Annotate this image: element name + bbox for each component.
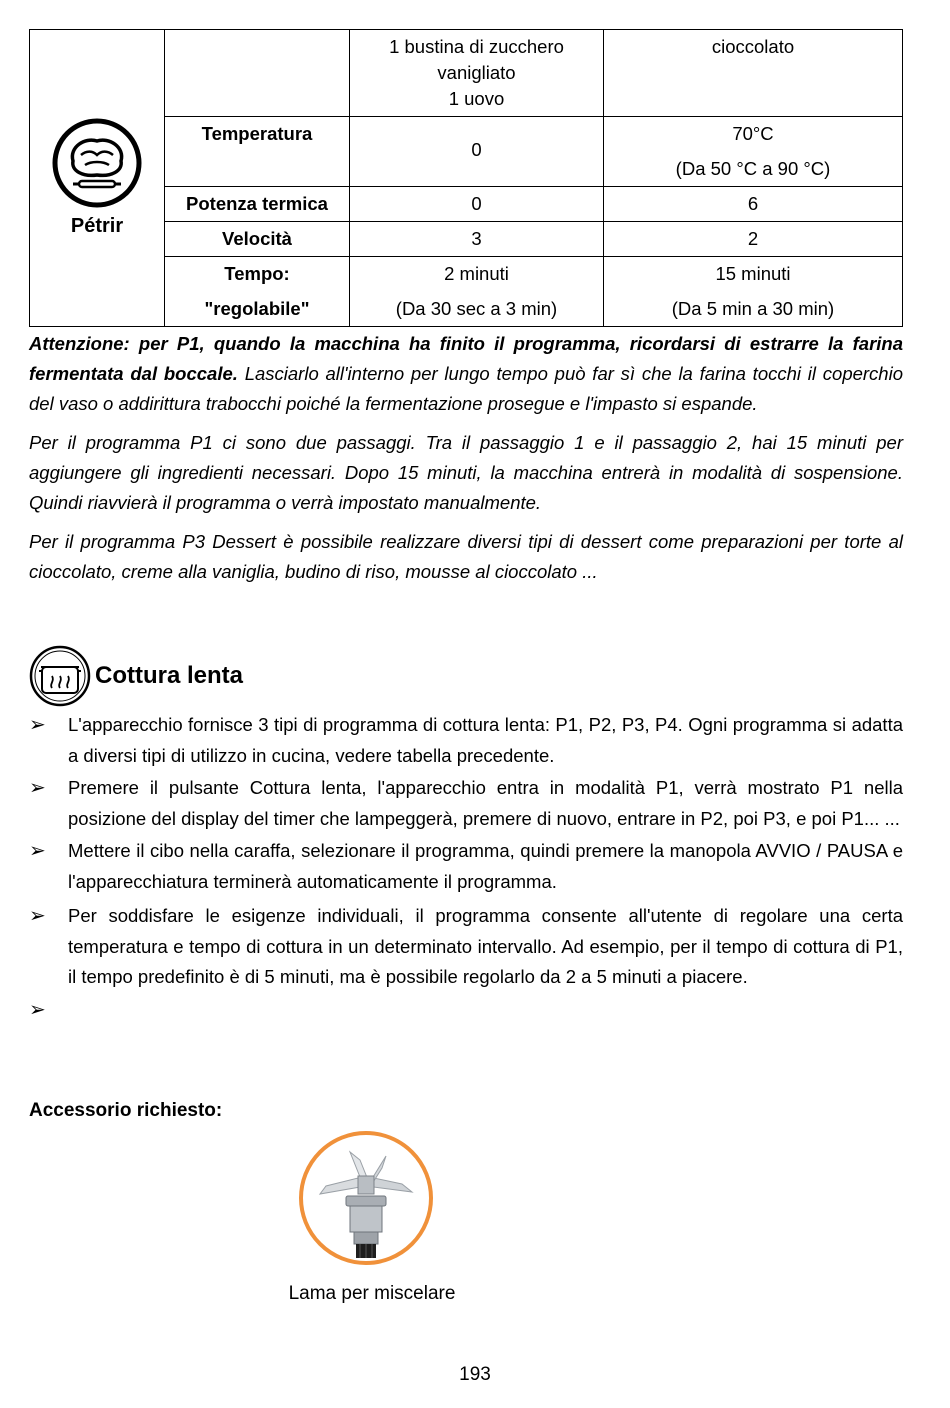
power-col2 [604, 187, 903, 222]
kneading-bread-icon [51, 117, 143, 209]
cell-text: (Da 50 °C a 90 °C) [675, 158, 831, 179]
arrow-bullet-icon: ➢ [29, 777, 46, 799]
page-number: 193 [459, 1364, 491, 1385]
list-item [29, 773, 903, 834]
program-icon-cell [30, 30, 165, 327]
cell-text: 70°C [732, 123, 774, 144]
row-label-temperature: Temperatura [165, 117, 350, 187]
list-item-text: Per soddisfare le esigenze individuali, il programma consente all'utente di regolare una certa temperatura e tempo di cottura in un determinato intervallo. Ad esempio, per il tempo di cottura di P1, il tempo predefinito è di 5 minuti, ma è possibile regolarlo da 2 a 5 minuti a piacere. [68, 905, 903, 987]
cell-text: (Da 5 min a 30 min) [671, 298, 835, 319]
ingredients-col1 [350, 30, 604, 117]
cell-text: 0 [471, 139, 482, 160]
speed-col1 [350, 222, 604, 257]
list-item [29, 710, 903, 771]
instructions-list [29, 710, 903, 1027]
list-item-text: Premere il pulsante Cottura lenta, l'apparecchio entra in modalità P1, verrà mostrato P1 nella posizione del display del timer che lampeggerà, premere di nuovo, entrare in P2, poi P3, e poi P1... ... [68, 777, 903, 829]
arrow-bullet-icon: ➢ [29, 840, 46, 862]
cell-text: 1 bustina di zucchero [389, 36, 564, 57]
program-name: Pétrir [70, 215, 124, 237]
section-title: Cottura lenta [95, 662, 244, 689]
power-col1 [350, 187, 604, 222]
ingredients-col2 [604, 30, 903, 117]
cell-text: 0 [471, 193, 482, 214]
cell-text: cioccolato [711, 36, 795, 57]
time-col2 [604, 257, 903, 327]
notes [29, 329, 903, 587]
row-label-speed: Velocità [165, 222, 350, 257]
row-label-time [165, 257, 350, 327]
time-col1 [350, 257, 604, 327]
attention-bold: Attenzione: per P1, quando la macchina ha finito il programma, ricordarsi di estrarre la farina fermentata dal boccale. [29, 333, 903, 384]
temperature-col1 [350, 117, 604, 187]
cell-text: 15 minuti [715, 263, 791, 284]
cell-text: Tempo: [224, 263, 290, 284]
slow-cook-pot-icon [29, 645, 91, 707]
settings-table [29, 29, 903, 327]
cell-text: (Da 30 sec a 3 min) [395, 298, 558, 319]
attention-note [29, 329, 903, 419]
cell-text: 2 [747, 228, 759, 249]
cell-text: 6 [747, 193, 759, 214]
cell-text: vanigliato [437, 62, 516, 83]
list-item-text: L'apparecchio fornisce 3 tipi di programma di cottura lenta: P1, P2, P3, P4. Ogni programma si adatta a diversi tipi di utilizzo in cucina, vedere tabella precedente. [68, 714, 903, 766]
list-item [29, 836, 903, 897]
temperature-col2 [604, 117, 903, 187]
list-item [29, 995, 903, 1025]
accessory-label: Accessorio richiesto: [29, 1100, 223, 1121]
row-label-power: Potenza termica [165, 187, 350, 222]
cell-text: 2 minuti [444, 263, 509, 284]
list-item [29, 901, 903, 993]
mixing-blade-image [298, 1130, 434, 1266]
arrow-bullet-icon: ➢ [29, 998, 46, 1021]
accessory-caption: Lama per miscelare [288, 1283, 456, 1304]
cell-text: 3 [471, 228, 482, 249]
arrow-bullet-icon: ➢ [29, 714, 46, 736]
list-item-text: Mettere il cibo nella caraffa, selezionare il programma, quindi premere la manopola AVVIO / PAUSA e l'apparecchiatura terminerà automaticamente il programma. [68, 840, 903, 892]
speed-col2 [604, 222, 903, 257]
p3-dessert-note: Per il programma P3 Dessert è possibile realizzare diversi tipi di dessert come preparazioni per torte al cioccolato, creme alla vaniglia, budino di riso, mousse al cioccolato ... [29, 531, 903, 582]
p1-steps-note: Per il programma P1 ci sono due passaggi. Tra il passaggio 1 e il passaggio 2, hai 15 minuti per aggiungere gli ingredienti necessari. Dopo 15 minuti, la macchina entrerà in modalità di sospensione. Quindi riavvierà il programma o verrà impostato manualmente. [29, 432, 903, 513]
cell-text: "regolabile" [204, 298, 310, 319]
section-heading [29, 645, 243, 707]
cell-text: 1 uovo [448, 88, 505, 109]
arrow-bullet-icon: ➢ [29, 905, 46, 927]
attention-rest: Lasciarlo all'interno per lungo tempo può far sì che la farina tocchi il coperchio del vaso o addirittura trabocchi poiché la fermentazione prosegue e l'impasto si espande. [29, 363, 903, 414]
row-label-ingredients [165, 30, 350, 117]
